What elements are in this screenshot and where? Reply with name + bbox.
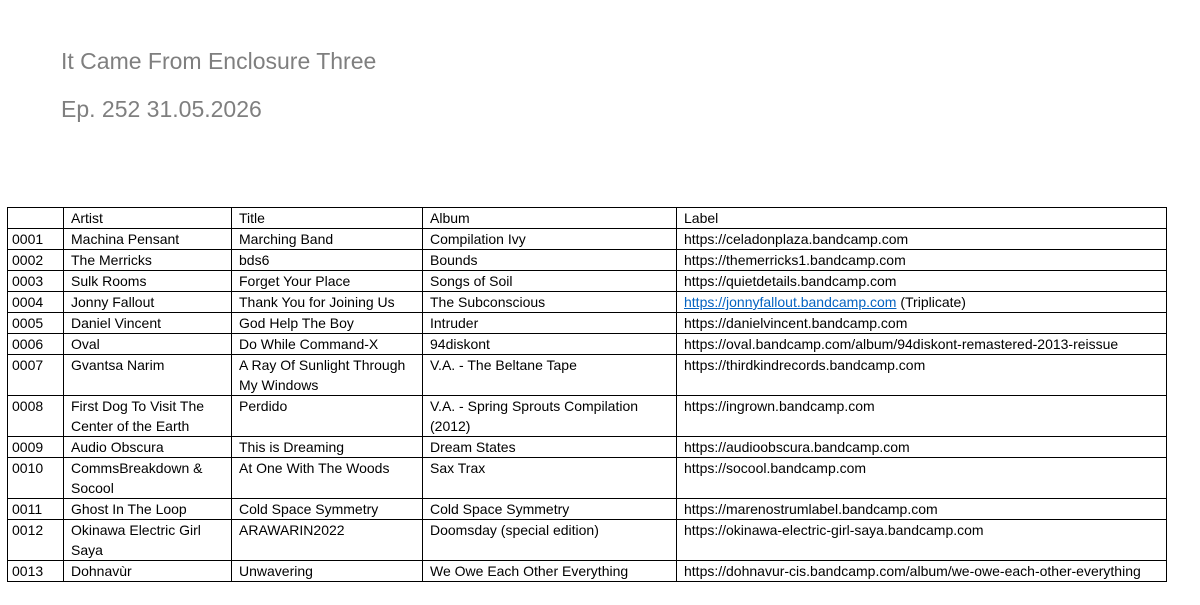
track-album: V.A. - The Beltane Tape: [423, 355, 677, 396]
track-artist: Okinawa Electric Girl Saya: [64, 520, 232, 561]
header-artist: Artist: [64, 208, 232, 229]
track-artist: Oval: [64, 334, 232, 355]
track-label: https://socool.bandcamp.com: [677, 458, 1167, 499]
table-row: [8, 292, 1167, 313]
track-number: 0001: [8, 229, 64, 250]
track-number: 0003: [8, 271, 64, 292]
track-title: Perdido: [232, 396, 423, 437]
track-label: https://oval.bandcamp.com/album/94diskont-remastered-2013-reissue: [677, 334, 1167, 355]
track-album: 94diskont: [423, 334, 677, 355]
track-title: Thank You for Joining Us: [232, 292, 423, 313]
table-row: [8, 499, 1167, 520]
track-artist: Sulk Rooms: [64, 271, 232, 292]
table-row: [8, 458, 1167, 499]
playlist-table: [7, 207, 1167, 582]
track-title: Marching Band: [232, 229, 423, 250]
table-row: [8, 437, 1167, 458]
track-album: We Owe Each Other Everything: [423, 561, 677, 582]
track-title: A Ray Of Sunlight Through My Windows: [232, 355, 423, 396]
table-header-row: [8, 208, 1167, 229]
document-title: It Came From Enclosure Three: [61, 48, 377, 74]
track-album: Songs of Soil: [423, 271, 677, 292]
track-artist: Daniel Vincent: [64, 313, 232, 334]
track-album: Compilation Ivy: [423, 229, 677, 250]
track-artist: Machina Pensant: [64, 229, 232, 250]
track-artist: Gvantsa Narim: [64, 355, 232, 396]
track-number: 0006: [8, 334, 64, 355]
track-artist: Jonny Fallout: [64, 292, 232, 313]
track-artist: First Dog To Visit The Center of the Earth: [64, 396, 232, 437]
track-artist: CommsBreakdown & Socool: [64, 458, 232, 499]
track-artist: Ghost In The Loop: [64, 499, 232, 520]
header-number: [8, 208, 64, 229]
track-label: https://dohnavur-cis.bandcamp.com/album/we-owe-each-other-everything: [677, 561, 1167, 582]
table-row: [8, 396, 1167, 437]
header-label: Label: [677, 208, 1167, 229]
table-row: [8, 520, 1167, 561]
track-number: 0002: [8, 250, 64, 271]
track-title: Forget Your Place: [232, 271, 423, 292]
track-title: Cold Space Symmetry: [232, 499, 423, 520]
track-label: https://celadonplaza.bandcamp.com: [677, 229, 1167, 250]
track-title: This is Dreaming: [232, 437, 423, 458]
track-artist: Audio Obscura: [64, 437, 232, 458]
table-row: [8, 250, 1167, 271]
table-row: [8, 229, 1167, 250]
table-row: [8, 355, 1167, 396]
track-label: https://danielvincent.bandcamp.com: [677, 313, 1167, 334]
track-label: https://marenostrumlabel.bandcamp.com: [677, 499, 1167, 520]
track-number: 0012: [8, 520, 64, 561]
track-number: 0007: [8, 355, 64, 396]
track-album: The Subconscious: [423, 292, 677, 313]
track-artist: The Merricks: [64, 250, 232, 271]
track-album: Dream States: [423, 437, 677, 458]
track-title: ARAWARIN2022: [232, 520, 423, 561]
table-row: [8, 561, 1167, 582]
track-title: At One With The Woods: [232, 458, 423, 499]
track-album: Bounds: [423, 250, 677, 271]
track-label: https://themerricks1.bandcamp.com: [677, 250, 1167, 271]
header-title: Title: [232, 208, 423, 229]
episode-subtitle: Ep. 252 31.05.2026: [61, 96, 262, 122]
track-album: Sax Trax: [423, 458, 677, 499]
table-row: [8, 271, 1167, 292]
table-row: [8, 334, 1167, 355]
header-album: Album: [423, 208, 677, 229]
track-album: Cold Space Symmetry: [423, 499, 677, 520]
track-number: 0011: [8, 499, 64, 520]
track-label: https://okinawa-electric-girl-saya.bandcamp.com: [677, 520, 1167, 561]
track-title: Do While Command-X: [232, 334, 423, 355]
track-label: https://audioobscura.bandcamp.com: [677, 437, 1167, 458]
label-link[interactable]: https://jonnyfallout.bandcamp.com: [684, 294, 897, 310]
track-label: https://thirdkindrecords.bandcamp.com: [677, 355, 1167, 396]
track-album: Intruder: [423, 313, 677, 334]
track-artist: Dohnavùr: [64, 561, 232, 582]
track-number: 0009: [8, 437, 64, 458]
track-number: 0013: [8, 561, 64, 582]
track-label: [677, 292, 1167, 313]
track-title: bds6: [232, 250, 423, 271]
track-number: 0004: [8, 292, 64, 313]
track-album: Doomsday (special edition): [423, 520, 677, 561]
track-label: https://quietdetails.bandcamp.com: [677, 271, 1167, 292]
track-number: 0005: [8, 313, 64, 334]
table-row: [8, 313, 1167, 334]
track-album: V.A. - Spring Sprouts Compilation (2012): [423, 396, 677, 437]
track-title: Unwavering: [232, 561, 423, 582]
track-label: https://ingrown.bandcamp.com: [677, 396, 1167, 437]
track-number: 0008: [8, 396, 64, 437]
track-number: 0010: [8, 458, 64, 499]
track-title: God Help The Boy: [232, 313, 423, 334]
label-suffix: (Triplicate): [896, 294, 966, 310]
